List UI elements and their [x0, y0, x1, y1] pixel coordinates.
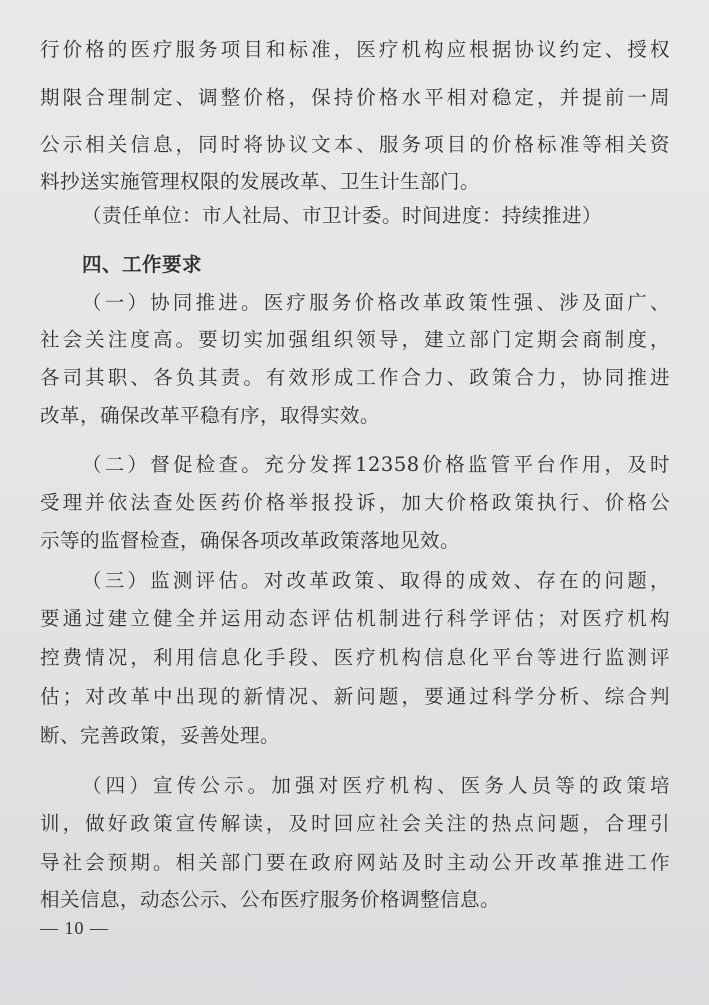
- text-line: 要通过建立健全并运用动态评估机制进行科学评估；对医疗机构: [40, 607, 670, 630]
- text-line: 受理并依法查处医药价格举报投诉，加大价格政策执行、价格公: [40, 491, 670, 514]
- text-line: 行价格的医疗服务项目和标准，医疗机构应根据协议约定、授权: [40, 38, 670, 61]
- text-line: 控费情况，利用信息化手段、医疗机构信息化平台等进行监测评: [40, 646, 670, 669]
- text-line: 相关信息，动态公示、公布医疗服务价格调整信息。: [40, 888, 501, 911]
- subsection-line: （二）督促检查。充分发挥12358价格监管平台作用，及时: [82, 453, 670, 476]
- text-line: 社会关注度高。要切实加强组织领导，建立部门定期会商制度，: [40, 328, 670, 351]
- text-line: 改革，确保改革平稳有序，取得实效。: [40, 404, 381, 427]
- text-line: 估；对改革中出现的新情况、新问题，要通过科学分析、综合判: [40, 685, 670, 708]
- subsection-line: （一）协同推进。医疗服务价格改革政策性强、涉及面广、: [82, 291, 670, 314]
- text-line: 断、完善政策，妥善处理。: [40, 724, 281, 747]
- page-number: — 10 —: [40, 918, 109, 938]
- text-line: 公示相关信息，同时将协议文本、服务项目的价格标准等相关资: [40, 133, 670, 156]
- subsection-line: （三）监测评估。对改革政策、取得的成效、存在的问题，: [82, 569, 670, 592]
- text-line: 示等的监督检查，确保各项改革政策落地见效。: [40, 529, 461, 552]
- subsection-line: （四）宣传公示。加强对医疗机构、医务人员等的政策培: [82, 774, 670, 797]
- responsibility-note: （责任单位：市人社局、市卫计委。时间进度：持续推进）: [82, 204, 603, 227]
- text-line: 料抄送实施管理权限的发展改革、卫生计生部门。: [40, 170, 481, 193]
- text-line: 导社会预期。相关部门要在政府网站及时主动公开改革推进工作: [40, 851, 670, 874]
- text-line: 期限合理制定、调整价格，保持价格水平相对稳定，并提前一周: [40, 86, 670, 109]
- text-line: 训，做好政策宣传解读，及时回应社会关注的热点问题，合理引: [40, 812, 670, 835]
- section-heading: 四、工作要求: [82, 253, 203, 276]
- text-line: 各司其职、各负其责。有效形成工作合力、政策合力，协同推进: [40, 366, 670, 389]
